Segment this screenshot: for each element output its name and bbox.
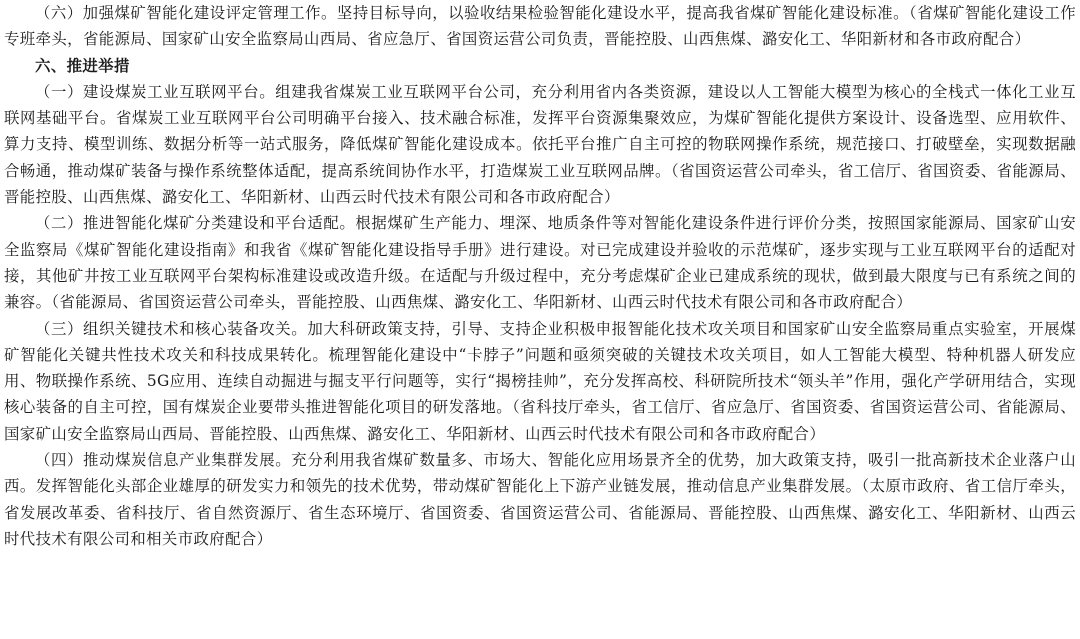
paragraph-item-2: （二）推进智能化煤矿分类建设和平台适配。根据煤矿生产能力、埋深、地质条件等对智能化建设条件进行评价分类，按照国家能源局、国家矿山安全监察局《煤矿智能化建设指南》和我省《煤矿智能化建设指导手册》进行建设。对已完成建设并验收的示范煤矿，逐步实现与工业互联网平台的适配对接，其他矿井按工业互联网平台架构标准建设或改造升级。在适配与升级过程中，充分考虑煤矿企业已建成系统的现状，做到最大限度与已有系统之间的兼容。（省能源局、省国资运营公司牵头，晋能控股、山西焦煤、潞安化工、华阳新材、山西云时代技术有限公司和各市政府配合） [4,214,1076,312]
paragraph-item-6: （六）加强煤矿智能化建设评定管理工作。坚持目标导向，以验收结果检验智能化建设水平，提高我省煤矿智能化建设标准。（省煤矿智能化建设工作专班牵头，省能源局、国家矿山安全监察局山西局、省应急厅、省国资运营公司负责，晋能控股、山西焦煤、潞安化工、华阳新材和各市政府配合） [4,4,1076,49]
paragraph-item-3: （三）组织关键技术和核心装备攻关。加大科研政策支持，引导、支持企业积极申报智能化技术攻关项目和国家矿山安全监察局重点实验室，开展煤矿智能化关键共性技术攻关和科技成果转化。梳理智能化建设中“卡脖子”问题和亟须突破的关键技术攻关项目，如人工智能大模型、特种机器人研发应用、物联操作系统、5G应用、连续自动掘进与掘支平行问题等，实行“揭榜挂帅”，充分发挥高校、科研院所技术“领头羊”作用，强化产学研用结合，实现核心装备的自主可控，国有煤炭企业要带头推进智能化项目的研发落地。（省科技厅牵头，省工信厅、省应急厅、省国资委、省国资运营公司、省能源局、国家矿山安全监察局山西局、晋能控股、山西焦煤、潞安化工、华阳新材、山西云时代技术有限公司和各市政府配合） [4,319,1076,443]
section-heading: 六、推进举措 [35,56,130,75]
paragraph-item-4: （四）推动煤炭信息产业集群发展。充分利用我省煤矿数量多、市场大、智能化应用场景齐全的优势，加大政策支持，吸引一批高新技术企业落户山西。发挥智能化头部企业雄厚的研发实力和领先的技术优势，带动煤矿智能化上下游产业链发展，推动信息产业集群发展。（太原市政府、省工信厅牵头，省发展改革委、省科技厅、省自然资源厅、省生态环境厅、省国资委、省国资运营公司、省能源局、晋能控股、山西焦煤、潞安化工、华阳新材、山西云时代技术有限公司和相关市政府配合） [4,451,1076,548]
paragraph-item-1: （一）建设煤炭工业互联网平台。组建我省煤炭工业互联网平台公司，充分利用省内各类资源，建设以人工智能大模型为核心的全栈式一体化工业互联网基础平台。省煤炭工业互联网平台公司明确平台接入、技术融合标准，发挥平台资源集聚效应，为煤矿智能化提供方案设计、设备选型、应用软件、算力支持、模型训练、数据分析等一站式服务，降低煤矿智能化建设成本。依托平台推广自主可控的物联网操作系统，规范接口、打破壁垒，实现数据融合畅通，推动煤矿装备与操作系统整体适配，提高系统间协作水平，打造煤炭工业互联网品牌。（省国资运营公司牵头，省工信厅、省国资委、省能源局、晋能控股、山西焦煤、潞安化工、华阳新材、山西云时代技术有限公司和各市政府配合） [4,82,1076,207]
